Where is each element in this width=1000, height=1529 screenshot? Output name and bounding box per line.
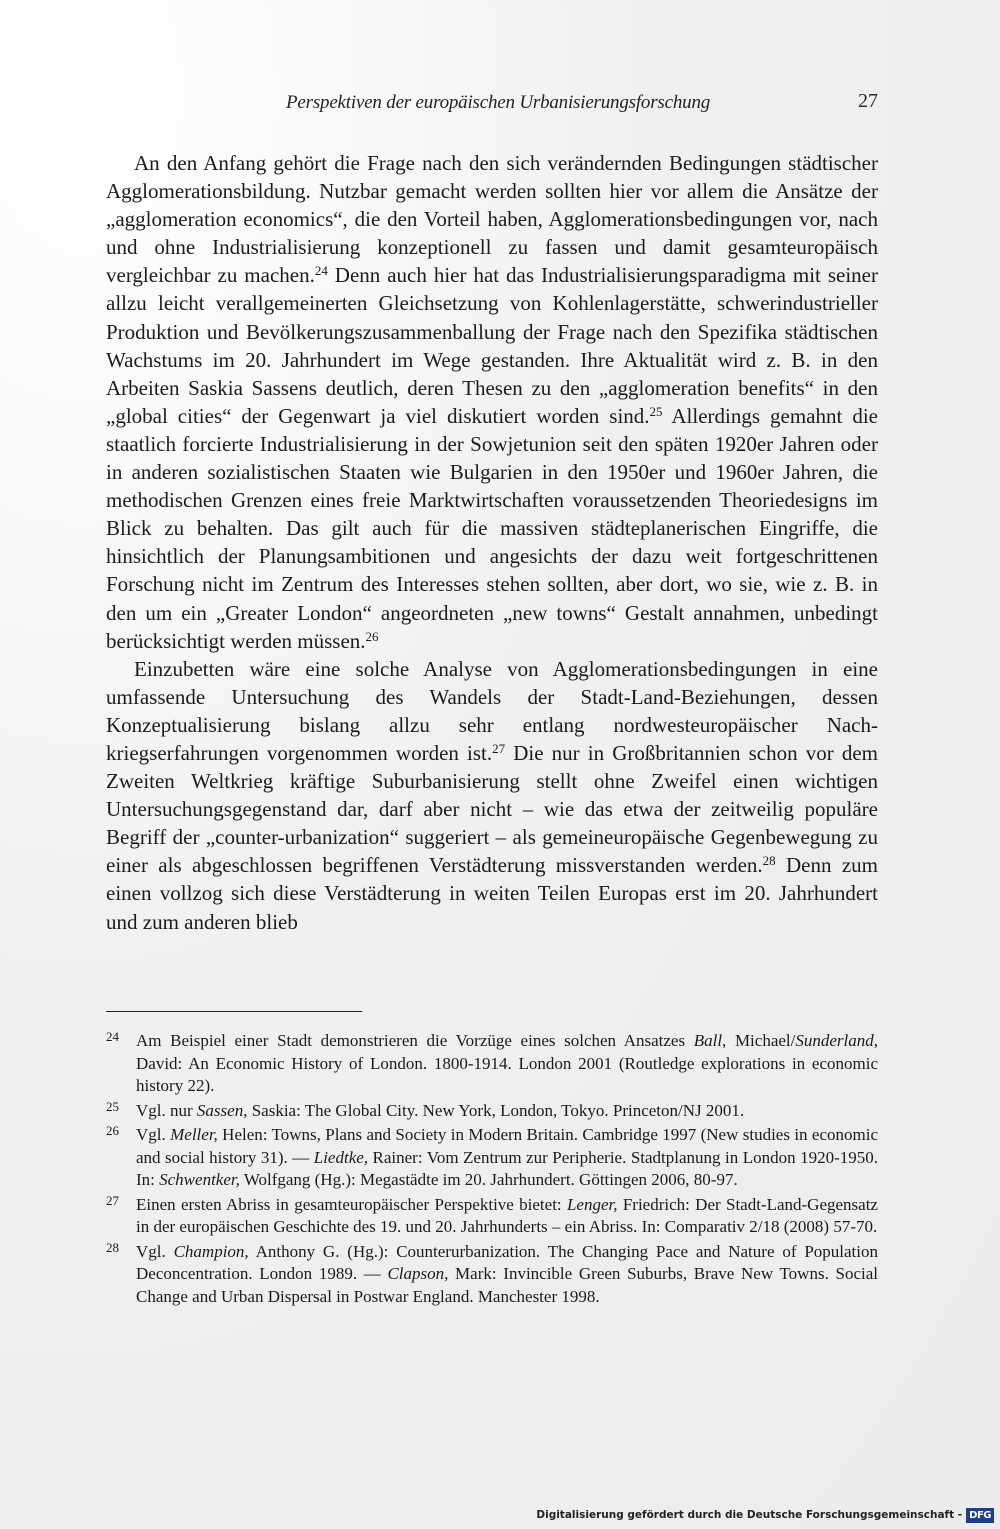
footnote-ref: 26 (365, 628, 379, 644)
footnote-text: Einen ersten Abriss in gesamteuropäischer Perspektive bietet: Lenger, Friedrich: Der Stadt-Land-Gegensatz in der europäischen Geschichte des 19. und 20. Jahrhunderts – ein Abriss. In: Comparativ 2/18 (2008) 57-70. (136, 1194, 878, 1236)
footnote-number: 24 (106, 1029, 119, 1044)
author-name: Meller, (170, 1125, 218, 1144)
footnote-ref: 27 (492, 740, 506, 756)
footnote-divider (106, 1011, 362, 1012)
digitization-credit (536, 1505, 994, 1525)
footnote-number: 28 (106, 1239, 119, 1255)
paragraph: Einzubetten wäre eine solche Analyse von Agglomerationsbedingungen in eine umfassende Untersuchung des Wandels der Stadt-Land-Beziehungen, dessen Konzeptualisierung bislang allzu sehr entlang nordwesteuropäischer Nachkriegserfahrungen vorgenommen worden ist.$^{27}$ Die nur in Großbritannien schon vor dem Zweiten Weltkrieg kräftige Suburbanisierung stellt ohne Zweifel einen wichtigen Untersuchungsgegenstand dar, darf aber nicht – wie das etwa der zeitweilig populäre Begriff der „counter-urbanization“ suggeriert – als gemeineuropäische Gegenbewegung zu einer als abgeschlossen begriffenen Verstädterung missverstanden werden.$^{28}$ Denn zum einen vollzog sich diese Verstädterung in weiten Teilen Europas erst im 20. Jahrhundert und zum anderen blieb (106, 656, 878, 934)
footnote-text: Am Beispiel einer Stadt demonstrieren die Vorzüge eines solchen Ansatzes Ball, Michael/Sunderland, David: An Economic History of London. 1800-1914. London 2001 (Routledge explorations in economic history 22). (136, 1031, 878, 1095)
footnote (106, 1124, 878, 1192)
footnote-number: 27 (106, 1192, 119, 1208)
footnote-text: Vgl. Meller, Helen: Towns, Plans and Society in Modern Britain. Cambridge 1997 (New studies in economic and social history 31). — Liedtke, Rainer: Vom Zentrum zur Peripherie. Stadtplanung in London 1920-1950. In: Schwentker, Wolfgang (Hg.): Megastädte im 20. Jahrhundert. Göttingen 2006, 80-97. (136, 1125, 879, 1189)
author-name: Clapson, (387, 1264, 449, 1283)
footnote (106, 1100, 878, 1123)
running-title: Perspektiven der europäischen Urbanisierungsforschung (286, 92, 711, 113)
footnote-ref: 24 (314, 263, 328, 279)
page-number: 27 (858, 90, 878, 112)
footnote (106, 1241, 878, 1309)
author-name: Sassen, (196, 1100, 248, 1120)
credit-text: Digitalisierung gefördert durch die Deutsche Forschungsgemeinschaft - (536, 1509, 963, 1521)
footnote-number: 26 (106, 1123, 119, 1138)
dfg-logo-icon: DFG (966, 1508, 994, 1523)
author-name: Champion, (173, 1241, 249, 1261)
footnote-ref: 25 (649, 403, 663, 419)
footnote-number: 25 (106, 1098, 119, 1114)
author-name: Lenger, (566, 1194, 618, 1214)
footnote (106, 1194, 878, 1239)
footnote-ref: 28 (762, 853, 776, 869)
footnote (106, 1030, 878, 1098)
author-name: Ball, (693, 1031, 727, 1050)
author-name: Schwentker, (159, 1170, 240, 1189)
footnote-text: Vgl. nur Sassen, Saskia: The Global City. New York, London, Tokyo. Princeton/NJ 2001. (136, 1100, 745, 1120)
footnotes (106, 1030, 878, 1310)
author-name: Liedtke, (313, 1147, 369, 1167)
footnote-text: Vgl. Champion, Anthony G. (Hg.): Counterurbanization. The Changing Pace and Nature of Population Deconcentration. London 1989. — Clapson, Mark: Invincible Green Suburbs, Brave New Towns. Social Change and Urban Dispersal in Postwar England. Manchester 1998. (136, 1241, 878, 1306)
author-name: Sunderland, (795, 1031, 878, 1050)
running-head (104, 92, 878, 122)
paragraph: An den Anfang gehört die Frage nach den sich verändernden Bedingungen städtischer Agglomerationsbildung. Nutzbar gemacht werden sollten hier vor allem die Ansätze der „agglomeration economics“, die den Vorteil haben, Agglomerationsbedingungen vor, nach und ohne Industrialisierung konzeptionell zu fassen und damit gesamteuropäisch vergleichbar zu machen.$^{24}$ Denn auch hier hat das Industrialisierungsparadigma mit seiner allzu leicht verallgemeinerten Gleichsetzung von Kohlenlagerstätte, schwerindustrieller Produktion und Bevölkerungszusammenballung der Frage nach den Spezifika städtischen Wachstums im 20. Jahrhundert im Wege gestanden. Ihre Aktualität wird z. B. in den Arbeiten Saskia Sassens deutlich, deren Thesen zu den „agglomeration benefits“ in den „global cities“ der Gegenwart ja viel diskutiert worden sind.$^{25}$ Allerdings gemahnt die staatlich forcierte Industrialisierung in der Sowjetunion seit den späten 1920er Jahren oder in anderen sozialistischen Staaten wie Bulgarien in den 1950er und 1960er Jahren, die methodischen Grenzen eines freie Marktwirtschaften voraussetzenden Theoriedesigns im Blick zu behalten. Das gilt auch für die massiven städteplanerischen Eingriffe, die hinsichtlich der Planungsambitionen und angesichts der dazu weit fortgeschrittenen Forschung nicht im Zentrum des Interesses stehen sollten, aber dort, wo sie, wie z. B. in den um ein „Greater London“ angeordneten „new towns“ Gestalt annahmen, unbedingt berücksichtigt werden müssen.$^{26}$ (106, 151, 878, 653)
body-text (106, 149, 878, 936)
